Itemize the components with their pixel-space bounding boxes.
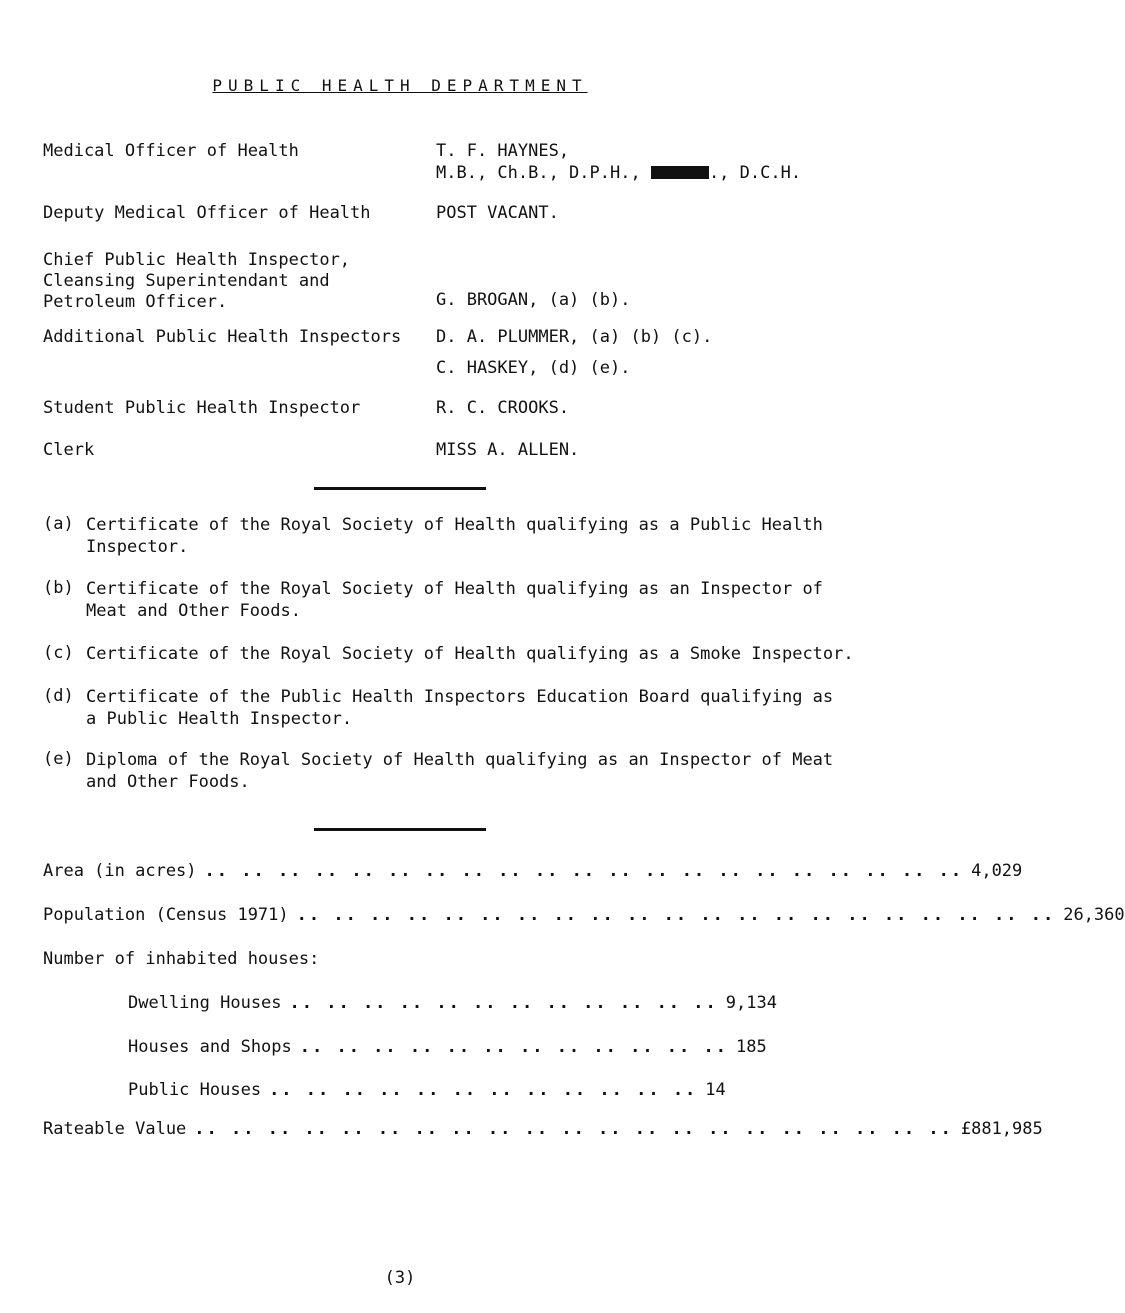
- houses-label: Number of inhabited houses:: [43, 949, 320, 969]
- dot-leader: .. .. .. .. .. .. .. .. .. .. .. ..: [289, 993, 718, 1013]
- moh-quals-before: M.B., Ch.B., D.P.H.,: [436, 163, 651, 183]
- additional-label: Additional Public Health Inspectors: [43, 327, 402, 347]
- note-text-line: and Other Foods.: [86, 772, 250, 792]
- page-title: PUBLIC HEALTH DEPARTMENT: [212, 76, 588, 95]
- dmoh-name: POST VACANT.: [436, 203, 559, 223]
- note-mark: (b): [43, 578, 74, 598]
- clerk-label: Clerk: [43, 440, 95, 460]
- pubs-value: 14: [705, 1080, 726, 1100]
- redaction-mark: [651, 166, 709, 179]
- note-text-line: Certificate of the Royal Society of Health qualifying as a Smoke Inspector.: [86, 644, 854, 664]
- population-label: Population (Census 1971): [43, 905, 289, 925]
- note-text-line: Meat and Other Foods.: [86, 601, 301, 621]
- note-mark: (a): [43, 514, 74, 534]
- divider-1: [314, 487, 486, 490]
- moh-label: Medical Officer of Health: [43, 141, 299, 161]
- student-name: R. C. CROOKS.: [436, 398, 570, 418]
- chief-name: G. BROGAN, (a) (b).: [436, 290, 631, 310]
- chief-label-line-2: Cleansing Superintendant and: [43, 271, 330, 291]
- additional-name-1: D. A. PLUMMER, (a) (b) (c).: [436, 327, 713, 347]
- dwelling-row: [128, 993, 777, 1013]
- note-text-line: Certificate of the Royal Society of Health qualifying as a Public Health: [86, 515, 823, 535]
- note-mark: (c): [43, 643, 74, 663]
- note-text-line: Inspector.: [86, 537, 189, 557]
- dot-leader: .. .. .. .. .. .. .. .. .. .. .. ..: [269, 1080, 698, 1100]
- note-text-line: Diploma of the Royal Society of Health qualifying as an Inspector of Meat: [86, 750, 834, 770]
- note-text-line: Certificate of the Royal Society of Health qualifying as an Inspector of: [86, 579, 823, 599]
- page-number: (3): [384, 1268, 416, 1288]
- additional-name-2: C. HASKEY, (d) (e).: [436, 358, 631, 378]
- divider-2: [314, 828, 486, 831]
- note-mark: (e): [43, 749, 74, 769]
- chief-label-line-1: Chief Public Health Inspector,: [43, 250, 351, 270]
- dwelling-label: Dwelling Houses: [128, 993, 282, 1013]
- dwelling-value: 9,134: [725, 993, 777, 1013]
- note-mark: (d): [43, 686, 74, 706]
- moh-name: T. F. HAYNES,: [436, 141, 570, 161]
- shops-row: [128, 1037, 767, 1057]
- pubs-label: Public Houses: [128, 1080, 262, 1100]
- population-value: 26,360: [1063, 905, 1125, 925]
- dot-leader: .. .. .. .. .. .. .. .. .. .. .. .. .. .. .. .. .. .. .. .. ..: [194, 1119, 953, 1139]
- shops-label: Houses and Shops: [128, 1037, 292, 1057]
- student-label: Student Public Health Inspector: [43, 398, 361, 418]
- moh-qualifications: [436, 163, 801, 184]
- dot-leader: .. .. .. .. .. .. .. .. .. .. .. .. .. .. .. .. .. .. .. .. ..: [204, 861, 964, 881]
- pubs-row: [128, 1080, 726, 1100]
- clerk-name: MISS A. ALLEN.: [436, 440, 580, 460]
- dot-leader: .. .. .. .. .. .. .. .. .. .. .. ..: [299, 1037, 728, 1057]
- shops-value: 185: [736, 1037, 767, 1057]
- area-value: 4,029: [971, 861, 1023, 881]
- note-text-line: Certificate of the Public Health Inspectors Education Board qualifying as: [86, 687, 834, 707]
- rateable-value: £881,985: [960, 1119, 1043, 1139]
- area-row: [43, 861, 1023, 881]
- dot-leader: .. .. .. .. .. .. .. .. .. .. .. .. .. .. .. .. .. .. .. .. ..: [296, 905, 1056, 925]
- moh-quals-after: ., D.C.H.: [708, 163, 802, 183]
- note-text-line: a Public Health Inspector.: [86, 709, 353, 729]
- population-row: [43, 905, 1125, 925]
- chief-label-line-3: Petroleum Officer.: [43, 292, 228, 312]
- rateable-label: Rateable Value: [43, 1119, 187, 1139]
- dmoh-label: Deputy Medical Officer of Health: [43, 203, 371, 223]
- area-label: Area (in acres): [43, 861, 197, 881]
- rateable-row: [43, 1119, 1043, 1139]
